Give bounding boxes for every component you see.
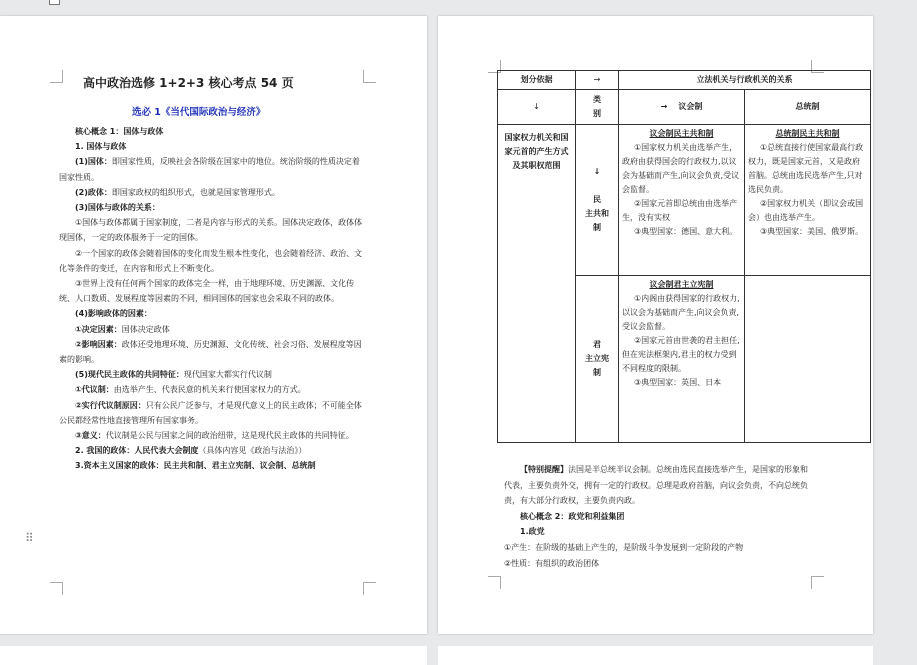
table-cell-item: ①总统直接行使国家最高行政权力，既是国家元首，又是政府首脑。总统由选民选举产生,只对选民负责。 bbox=[748, 143, 864, 194]
margin-mark bbox=[488, 576, 501, 589]
paragraph-heading: (5)现代民主政体的共同特征： bbox=[75, 370, 184, 380]
paragraph-text: 即国家政权的组织形式，也就是国家管理形式。 bbox=[111, 187, 280, 197]
paragraph-heading: (4)影响政体的因素： bbox=[75, 309, 152, 319]
paragraph-text: 由选举产生、代表民意的机关来行使国家权力的方式。 bbox=[113, 385, 306, 395]
parliamentary-republic-title: 议会制民主共和制 bbox=[649, 129, 714, 138]
special-note-text: 法国是半总统半议会制。总统由选民直接选举产生，是国家的形象和代表，主要负责外交，拥有一定的行政权。总理是政府首脑，向议会负责，不向总统负责，有大部分行政权，主要负责内政。 bbox=[504, 465, 808, 506]
special-note-label: 【特别提醒】 bbox=[520, 465, 568, 474]
paragraph-text: 现代国家大都实行代议制 bbox=[183, 370, 272, 380]
next-page-right bbox=[438, 646, 873, 665]
paragraph-text: 即国家性质，反映社会各阶级在国家中的地位。统治阶级的性质决定着国家性质。 bbox=[59, 157, 360, 182]
body-paragraph bbox=[59, 443, 364, 458]
body-paragraph bbox=[59, 200, 364, 215]
monarchy-label: 君 主立宪 制 bbox=[576, 276, 619, 443]
table-cell-item: ②国家权力机关（即议会或国会）也由选举产生。 bbox=[748, 199, 864, 222]
table-cell-item: ②国家元首即总统由由选举产生，没有实权 bbox=[622, 199, 738, 222]
table-row-republic bbox=[498, 125, 871, 276]
drag-handle-icon[interactable]: ⠿ bbox=[25, 531, 35, 545]
subheader-parliament-label: 议会制 bbox=[678, 102, 703, 111]
paragraph-heading: ②实行代议制原因： bbox=[75, 400, 146, 410]
republic-label-cell bbox=[576, 125, 619, 276]
subheader-parliament bbox=[619, 90, 745, 125]
table-cell-item: ①国家权力机关由选举产生，政府由获得国会的行政权力,以议会为基础而产生,向议会负责,受议会监督。 bbox=[622, 143, 740, 194]
header-arrow: → bbox=[576, 71, 619, 90]
presidential-republic-items bbox=[748, 141, 867, 239]
paragraph-heading: ②影响因素： bbox=[75, 339, 122, 349]
left-page-body bbox=[59, 124, 364, 474]
paragraph-text: ②一个国家的政体会随着国体的变化而发生根本性变化，也会随着经济、政治、文化等条件的变迁，在内容和形式上不断变化。 bbox=[59, 248, 363, 273]
page-title: 高中政治选修 1+2+3 核心考点 54 页 bbox=[83, 76, 294, 90]
subheader-parliament-arrow: → bbox=[660, 102, 668, 111]
table-cell-item: ③典型国家：德国、意大利。 bbox=[634, 227, 738, 236]
party-item: ①产生：在阶级的基础上产生的，是阶级斗争发展到一定阶段的产物 bbox=[504, 542, 744, 552]
body-paragraph bbox=[59, 458, 364, 473]
parliamentary-republic-cell bbox=[619, 125, 745, 276]
section-subtitle: 选必 1《当代国际政治与经济》 bbox=[132, 107, 266, 118]
body-paragraph bbox=[59, 124, 364, 139]
paragraph-heading: ①决定因素： bbox=[75, 324, 122, 334]
body-paragraph bbox=[59, 276, 364, 306]
header-relation: 立法机关与行政机关的关系 bbox=[619, 71, 871, 90]
margin-mark bbox=[811, 576, 824, 589]
subheader-down-arrow: ↓ bbox=[498, 90, 576, 125]
paragraph-heading: 3.资本主义国家的政体：民主共和制、君主立宪制、议会制、总统制 bbox=[75, 461, 316, 471]
paragraph-heading: 1. 国体与政体 bbox=[75, 142, 127, 152]
special-note bbox=[504, 462, 814, 509]
body-paragraph bbox=[59, 246, 364, 276]
parliamentary-monarchy-cell bbox=[619, 276, 745, 443]
paragraph-heading: 2. 我国的政体：人民代表大会制度 bbox=[75, 446, 199, 456]
row-basis-cell: 国家权力机关和国家元首的产生方式及其职权范围 bbox=[498, 125, 576, 443]
parliamentary-monarchy-title: 议会制君主立宪制 bbox=[649, 280, 714, 289]
presidential-republic-title: 总统制民主共和制 bbox=[775, 129, 840, 138]
comparison-table bbox=[497, 70, 871, 443]
body-paragraph bbox=[59, 337, 364, 367]
paragraph-heading: ①代议制： bbox=[75, 385, 114, 395]
body-paragraph bbox=[59, 322, 364, 337]
concept-2-heading: 核心概念 2：政党和利益集团 bbox=[520, 511, 625, 521]
table-cell-item: ③典型国家：英国、日本 bbox=[634, 378, 722, 387]
republic-label: 民 主共和 制 bbox=[585, 195, 609, 232]
republic-arrow: ↓ bbox=[593, 167, 601, 176]
table-cell-item: ①内阁由获得国家的行政权力,以议会为基础而产生,向议会负责,受议会监督。 bbox=[622, 294, 740, 331]
parliamentary-republic-items bbox=[622, 141, 741, 239]
body-paragraph bbox=[59, 185, 364, 200]
subheader-type: 类 别 bbox=[576, 90, 619, 125]
presidential-republic-cell bbox=[745, 125, 871, 276]
paragraph-text: ③世界上没有任何两个国家的政体完全一样，由于地理环境、历史渊源、文化传统、人口数质、发展程度等因素的不同，相同国体的国家也会采取不同的政体。 bbox=[59, 279, 355, 304]
body-paragraph bbox=[59, 139, 364, 154]
paragraph-heading: (1)国体： bbox=[75, 157, 112, 167]
body-paragraph bbox=[59, 215, 364, 245]
margin-mark bbox=[363, 582, 376, 595]
subheader-presidential: 总统制 bbox=[745, 90, 871, 125]
margin-mark bbox=[50, 582, 63, 595]
party-item: ②性质：有组织的政治团体 bbox=[504, 558, 600, 568]
body-paragraph bbox=[59, 382, 364, 397]
body-paragraph bbox=[59, 428, 364, 443]
paragraph-text: 政体还受地理环境、历史渊源、文化传统、社会习俗、发展程度等因素的影响。 bbox=[59, 339, 362, 365]
header-basis: 划分依据 bbox=[498, 71, 576, 90]
next-page-left bbox=[0, 646, 427, 665]
table-subheader-row bbox=[498, 90, 871, 125]
body-paragraph bbox=[59, 306, 364, 321]
paragraph-heading: (2)政体： bbox=[75, 187, 112, 197]
margin-mark bbox=[50, 70, 63, 83]
party-heading: 1.政党 bbox=[520, 527, 545, 537]
parliamentary-monarchy-items bbox=[622, 292, 741, 390]
paragraph-heading: (3)国体与政体的关系： bbox=[75, 203, 160, 213]
empty-cell bbox=[745, 276, 871, 443]
selection-checkbox[interactable] bbox=[49, 0, 60, 5]
paragraph-text: 代议制是公民与国家之间的政治纽带，这是现代民主政体的共同特征。 bbox=[105, 431, 354, 441]
right-page-body bbox=[504, 462, 814, 571]
body-paragraph bbox=[59, 154, 364, 184]
table-cell-item: ③典型国家：美国、俄罗斯。 bbox=[760, 227, 864, 236]
margin-mark bbox=[363, 70, 376, 83]
paragraph-heading: ③意义： bbox=[75, 431, 106, 441]
table-cell-item: ②国家元首由世袭的君主担任,但在宪法框架内,君主的权力受到不同程度的限制。 bbox=[622, 336, 740, 373]
table-header-row bbox=[498, 71, 871, 90]
paragraph-text: 只有公民广泛参与，才是现代意义上的民主政体；不可能全体公民都经常性地直接管理所有国家事务。 bbox=[59, 400, 362, 425]
paragraph-text: ①国体与政体都属于国家制度，二者是内容与形式的关系。国体决定政体，政体体现国体，一定的政体服务于一定的国体。 bbox=[59, 218, 363, 243]
body-paragraph bbox=[59, 367, 364, 382]
paragraph-text: （具体内容见《政治与法治》） bbox=[198, 446, 307, 456]
paragraph-heading: 核心概念 1：国体与政体 bbox=[75, 127, 164, 136]
body-paragraph bbox=[59, 398, 364, 428]
paragraph-text: 国体决定政体 bbox=[121, 324, 170, 334]
